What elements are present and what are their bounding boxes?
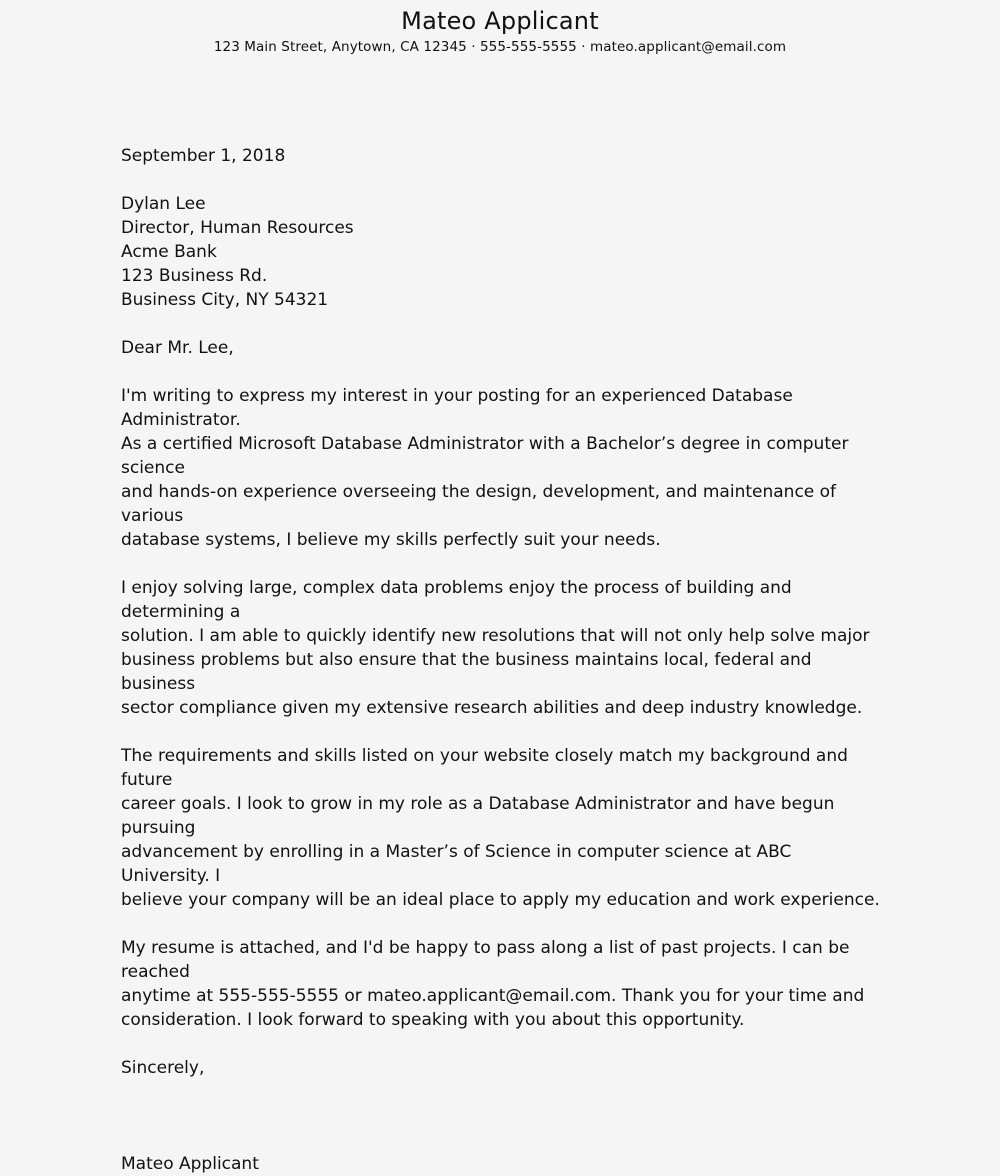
recipient-name: Dylan Lee	[121, 194, 206, 214]
recipient-city: Business City, NY 54321	[121, 290, 329, 310]
letter-date: September 1, 2018	[121, 146, 286, 166]
paragraph-line: The requirements and skills listed on your website closely match my background and future	[121, 746, 848, 790]
paragraph-line: advancement by enrolling in a Master’s of Science in computer science at ABC University. I	[121, 842, 792, 886]
paragraph-skills	[121, 576, 881, 720]
paragraph-line: sector compliance given my extensive research abilities and deep industry knowledge.	[121, 698, 863, 718]
recipient-company: Acme Bank	[121, 242, 217, 262]
sender-contact-line: 123 Main Street, Anytown, CA 12345 · 555-555-5555 · mateo.applicant@email.com	[213, 39, 787, 55]
paragraph-line: solution. I am able to quickly identify new resolutions that will not only help solve major	[121, 626, 870, 646]
recipient-title: Director, Human Resources	[121, 218, 354, 238]
sender-name: Mateo Applicant	[401, 7, 599, 35]
paragraph-goals	[121, 744, 881, 912]
recipient-street: 123 Business Rd.	[121, 266, 268, 286]
recipient-address-block	[121, 192, 881, 312]
paragraph-line: and hands-on experience overseeing the design, development, and maintenance of various	[121, 482, 837, 526]
paragraph-line: database systems, I believe my skills perfectly suit your needs.	[121, 530, 661, 550]
signature-name: Mateo Applicant	[121, 1154, 259, 1174]
paragraph-closing	[121, 936, 881, 1032]
paragraph-line: anytime at 555-555-5555 or mateo.applicant@email.com. Thank you for your time and	[121, 986, 865, 1006]
paragraph-line: career goals. I look to grow in my role as a Database Administrator and have begun pursuing	[121, 794, 835, 838]
paragraph-line: I'm writing to express my interest in your posting for an experienced Database Administrator.	[121, 386, 793, 430]
paragraph-line: believe your company will be an ideal place to apply my education and work experience.	[121, 890, 880, 910]
paragraph-line: As a certified Microsoft Database Administrator with a Bachelor’s degree in computer science	[121, 434, 849, 478]
paragraph-line: I enjoy solving large, complex data problems enjoy the process of building and determining a	[121, 578, 792, 622]
paragraph-line: business problems but also ensure that the business maintains local, federal and business	[121, 650, 812, 694]
letterhead	[0, 6, 1000, 56]
paragraph-interest	[121, 384, 881, 552]
closing: Sincerely,	[121, 1058, 205, 1078]
letter-body	[121, 144, 881, 1176]
paragraph-line: My resume is attached, and I'd be happy to pass along a list of past projects. I can be reached	[121, 938, 850, 982]
paragraph-line: consideration. I look forward to speaking with you about this opportunity.	[121, 1010, 745, 1030]
salutation: Dear Mr. Lee,	[121, 338, 234, 358]
